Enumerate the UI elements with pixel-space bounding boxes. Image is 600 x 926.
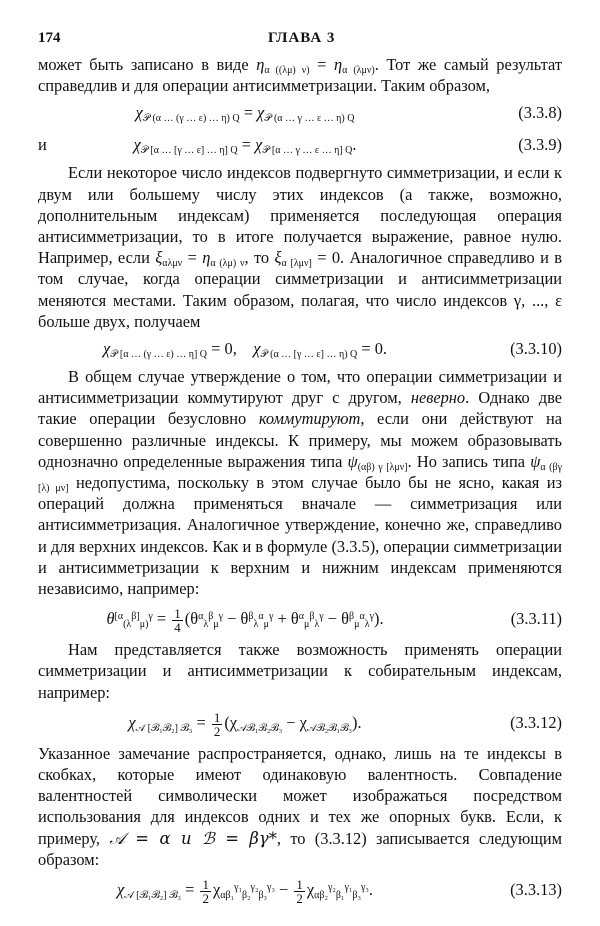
equation-number: (3.3.13): [510, 880, 562, 900]
paragraph-5: Указанное замечание распространяется, однако, лишь на те индексы в скобках, которые имеют одинаковую валентность. Совпадение валентностей символически может изображаться посредством использования для индексов одних и тех же опорных букв. Если, к примеру, 𝒜 = α и ℬ = βγ*, то (3.3.12) записывается следующим образом:: [38, 743, 562, 869]
body-text: [38, 54, 562, 910]
equation-3-3-10: $\chi_{𝒫 [\alpha \dots (\gamma \dots \varepsilon) \dots \eta] Q} = 0$, $\chi_{𝒫 (\alpha \dots [\gamma \dots \varepsilon] \dots \eta) Q} = 0$. (3.3.10): [38, 334, 562, 364]
page-number: 174: [38, 30, 61, 46]
equation-number: (3.3.12): [510, 712, 562, 732]
equation-3-3-8: $\chi_{𝒫 (\alpha \dots (\gamma \dots \varepsilon) \dots \eta) Q} = \chi_{𝒫 (\alpha \dots \gamma \dots \varepsilon \dots \eta) Q}$ (3.3.8): [38, 98, 562, 128]
equation-3-3-11: $\theta^{[\alpha}_{(\lambda}^{\beta]}_{\mu)}^\gamma$ = $\frac{1}{4}$ $(\theta^\alpha_\lambda^\beta_\mu^\gamma - \theta^\beta_\lambda^\alpha_\mu^\gamma + \theta^\alpha_\mu^\beta_\lambda^\gamma - \theta^\beta_\mu^\alpha_\lambda^\gamma)$. (3.3.11): [38, 601, 562, 637]
paragraph-3: В общем случае утверждение о том, что операции симметризации и антисимметризации коммутируют друг с другом, неверно. Однако две такие операции безусловно коммутируют, если они действуют на совершенно различные индексы. К примеру, мы можем образовывать однозначно определенные выражения типа $\psi_{(\alpha\beta) \gamma [\lambda\mu\nu]}$. Но запись типа $\psi_{\alpha (\beta\gamma [\lambda) \mu\nu]}$ недопустима, поскольку в этом случае было бы не ясно, какая из операций должна применяться вначале — симметризация или антисимметризация. Аналогичное утверждение, конечно же, справедливо и для верхних индексов. Как и в формуле (3.3.5), операции симметризации и антисимметризации к верхним и нижним индексам применяются независимо, например:: [38, 367, 563, 599]
equation-number: (3.3.9): [518, 135, 562, 155]
equation-3-3-9: и $\chi_{𝒫 [\alpha \dots [\gamma \dots \varepsilon] \dots \eta] Q} = \chi_{𝒫 [\alpha \dots \gamma \dots \varepsilon \dots \eta] Q}$. (3.3.9): [38, 130, 562, 160]
equation-number: (3.3.10): [510, 339, 562, 359]
equation-3-3-12: $\chi_{𝒜 [ℬ_1ℬ_2] ℬ_3}$ = $\frac{1}{2}$ $(\chi_{𝒜ℬ_1ℬ_2ℬ_3} - \chi_{𝒜ℬ_2ℬ_1ℬ_3})$. (3.3.12): [38, 705, 562, 741]
chapter-title: ГЛАВА 3: [268, 30, 336, 46]
paragraph-1: может быть записано в виде $\eta_{\alpha ((\lambda\mu) \nu)} = \eta_{\alpha (\lambda\mu\nu)}$. Тот же самый результат справедлив и для операции антисимметризации. Таким образом,: [38, 55, 562, 96]
equation-number: (3.3.11): [510, 609, 562, 629]
paragraph-4: Нам представляется также возможность применять операции симметризации и антисимметризации к собирательным индексам, например:: [38, 640, 562, 702]
equation-3-3-13: $\chi_{𝒜 [ℬ_1ℬ_2] ℬ_3}$ = $\frac{1}{2}$ $\chi_{\alpha\beta_1}^{\gamma_1}_{\beta_2}^{\gamma_2}_{\beta_3}^{\gamma_3}$ − $\frac{1}{2}$ $\chi_{\alpha\beta_2}^{\gamma_2}_{\beta_1}^{\gamma_1}_{\beta_3}^{\gamma_3}$. (3.3.13): [38, 872, 562, 908]
equation-number: (3.3.8): [518, 103, 562, 123]
paragraph-2: Если некоторое число индексов подвергнуто симметризации, и если к двум или большему числу этих индексов (а также, возможно, дополнительным индексам) применяется последующая операция антисимметризации, то в итоге получается выражение, равное нулю. Например, если $\xi_{\alpha\lambda\mu\nu} = \eta_{\alpha (\lambda\mu) \nu}$, то $\xi_{\alpha [\lambda\mu\nu]} = 0$. Аналогичное справедливо и в том случае, когда операции симметризации и антисимметризации меняются местами. Таким образом, полагая, что число индексов γ, ..., ε больше двух, получаем: [38, 163, 562, 331]
